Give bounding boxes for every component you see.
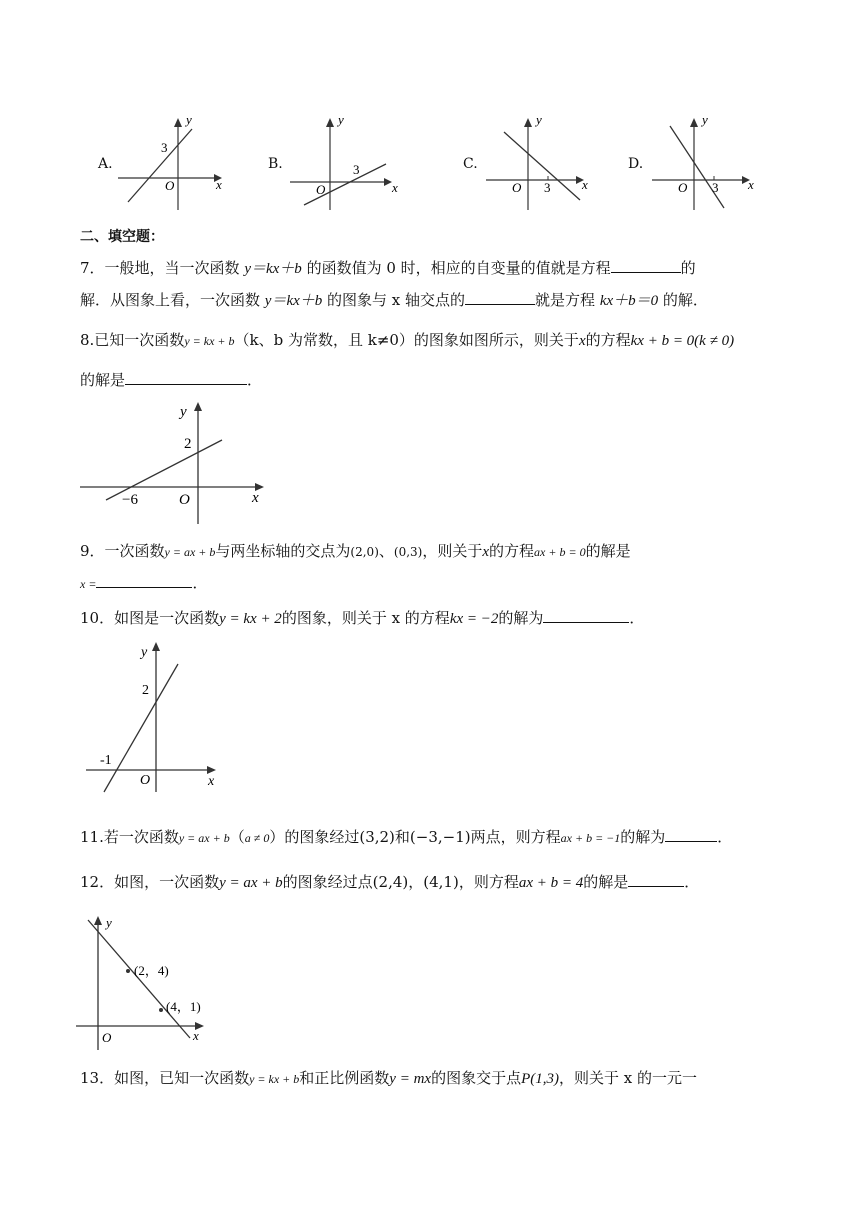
q7-text: 7．一般地，当一次函数 [80, 259, 245, 277]
q13-text: ，则关于 x 的一元一 [559, 1069, 697, 1087]
q9-text: x = [80, 577, 97, 591]
q12-origin: O [102, 1030, 112, 1045]
q8-text: 8.已知一次函数 [80, 331, 185, 349]
q7-text: 的 [680, 259, 696, 277]
option-a-label: A. [98, 156, 113, 172]
q9-point: (2,0) [350, 545, 379, 559]
q11-equation: ax + b = −1 [560, 831, 621, 845]
option-d-mark: 3 [712, 180, 719, 195]
q12-point-2-label: (4，1) [166, 999, 201, 1014]
q11-equation: y = ax + b [178, 831, 230, 845]
q12-point: (2,4) [372, 873, 409, 891]
q7-text: 就是方程 [535, 291, 600, 309]
option-a-x-label: x [216, 177, 222, 192]
option-d-graph [652, 112, 764, 212]
q8-variable: x [578, 333, 586, 349]
q7-blank-2[interactable] [465, 290, 535, 305]
q11-text: ）的图象经过 [269, 828, 360, 846]
q8-x-intercept: −6 [122, 492, 138, 508]
q10-text: 10．如图是一次函数 [80, 609, 220, 627]
option-c-graph [486, 112, 598, 212]
q13-equation: y = kx + b [249, 1072, 300, 1086]
q13-point: P(1,3) [521, 1071, 559, 1087]
q13-text: 13．如图，已知一次函数 [80, 1069, 250, 1087]
q10-y-intercept: 2 [142, 683, 149, 698]
q11-text: 两点，则方程 [470, 828, 561, 846]
q12-point-1-label: (2，4) [134, 963, 169, 978]
q8-text: 的方程 [585, 331, 631, 349]
option-b-mark: 3 [353, 162, 360, 177]
q8-origin: O [179, 492, 190, 508]
option-a-origin: O [165, 178, 175, 193]
q7-equation: y＝kx＋b [264, 293, 323, 309]
q9-variable: x [482, 544, 490, 560]
q8-text: ． [247, 371, 263, 389]
q11-text: （ [229, 828, 245, 846]
q7-equation: kx＋b＝0 [599, 293, 659, 309]
option-b-graph [290, 112, 402, 212]
option-d-label: D. [628, 156, 644, 172]
q7-text: 的函数值为 0 时，相应的自变量的值就是方程 [301, 259, 611, 277]
q11-blank[interactable] [665, 827, 717, 842]
q8-equation: y = kx + b [184, 334, 235, 348]
q9-line1 [80, 540, 780, 563]
q13-text: 和正比例函数 [299, 1069, 390, 1087]
option-a-y-label: y [186, 112, 192, 127]
section-title: 二、填空题： [80, 229, 164, 245]
q11-text: 的解为 [620, 828, 666, 846]
q12-text: 的图象经过点 [282, 873, 373, 891]
q8-text: （k、b 为常数，且 k≠0）的图象如图所示，则关于 [234, 331, 579, 349]
option-b-label: B. [268, 156, 283, 172]
option-b-y-label: y [338, 112, 344, 127]
q10-text: 的图象，则关于 x 的方程 [281, 609, 450, 627]
q11-text: 和 [394, 828, 410, 846]
q9-text: 9．一次函数 [80, 542, 165, 560]
q10-y-label: y [141, 645, 148, 660]
option-b-x-label: x [392, 180, 398, 195]
q7-line2 [80, 289, 780, 312]
q9-point: (0,3) [393, 545, 423, 559]
option-a-mark: 3 [161, 140, 168, 155]
q7-text: 解．从图象上看，一次函数 [80, 291, 265, 309]
q8-y-intercept: 2 [184, 436, 192, 452]
q12-equation: ax + b = 4 [518, 875, 584, 891]
q12-text: ，则方程 [458, 873, 519, 891]
option-b-origin: O [316, 182, 326, 197]
option-d-x-label: x [748, 177, 754, 192]
q7-line1 [80, 257, 780, 280]
q11-text: 11.若一次函数 [80, 828, 179, 846]
q12-equation: y = ax + b [219, 875, 283, 891]
q10-equation: kx = −2 [449, 611, 499, 627]
q8-y-label: y [180, 404, 187, 420]
q11-point: (3,2) [359, 828, 395, 846]
option-c-x-label: x [582, 177, 588, 192]
q12-x-label: x [193, 1028, 199, 1043]
q12-point: (4,1) [423, 873, 459, 891]
option-c-y-label: y [536, 112, 542, 127]
q8-x-label: x [252, 490, 259, 506]
q12-line1 [80, 871, 780, 894]
q10-blank[interactable] [543, 608, 629, 623]
q7-blank-1[interactable] [611, 258, 681, 273]
q8-equation: kx + b = 0(k ≠ 0) [630, 333, 735, 349]
q11-point: (−3,−1) [409, 828, 471, 846]
q12-blank[interactable] [628, 872, 684, 887]
q10-text: 的解为 [498, 609, 544, 627]
q9-blank[interactable] [96, 573, 192, 588]
q10-text: ． [629, 609, 645, 627]
option-d-y-label: y [702, 112, 708, 127]
q8-line1 [80, 329, 780, 352]
option-c-label: C. [463, 156, 478, 172]
q12-text: 12．如图，一次函数 [80, 873, 220, 891]
q11-text: ． [717, 828, 733, 846]
q10-equation: y = kx + 2 [219, 611, 282, 627]
q9-text: 与两坐标轴的交点为 [215, 542, 351, 560]
q9-text: 的方程 [489, 542, 535, 560]
q8-text: 的解是 [80, 371, 126, 389]
q9-equation: y = ax + b [164, 545, 216, 559]
q12-y-label: y [106, 915, 112, 930]
q8-blank[interactable] [125, 370, 247, 385]
q10-graph [86, 636, 226, 794]
q9-text: ，则关于 [422, 542, 483, 560]
option-a-graph [118, 112, 230, 212]
q10-line1 [80, 607, 780, 630]
q9-text: 的解是 [585, 542, 631, 560]
q13-line1 [80, 1067, 780, 1090]
q8-line2 [80, 369, 780, 391]
q11-line1 [80, 826, 780, 849]
q10-x-label: x [208, 774, 215, 789]
q9-text: 、 [378, 542, 394, 560]
q9-text: ． [192, 574, 208, 592]
q13-text: 的图象交于点 [431, 1069, 522, 1087]
q10-origin: O [140, 773, 151, 788]
q7-text: 的解． [658, 291, 708, 309]
q8-graph [80, 398, 280, 528]
q9-equation: ax + b = 0 [534, 545, 586, 559]
q7-text: 的图象与 x 轴交点的 [322, 291, 466, 309]
q12-text: ， [408, 873, 424, 891]
q12-text: 的解是 [583, 873, 629, 891]
q11-condition: a ≠ 0 [244, 831, 270, 845]
q7-equation: y＝kx＋b [244, 261, 302, 277]
option-c-mark: 3 [544, 180, 551, 195]
q12-graph [76, 910, 236, 1052]
q13-equation: y = mx [389, 1071, 432, 1087]
q12-text: ． [684, 873, 700, 891]
q10-x-intercept: -1 [100, 753, 112, 768]
option-c-origin: O [512, 180, 522, 195]
q9-line2 [80, 572, 780, 595]
option-d-origin: O [678, 180, 688, 195]
